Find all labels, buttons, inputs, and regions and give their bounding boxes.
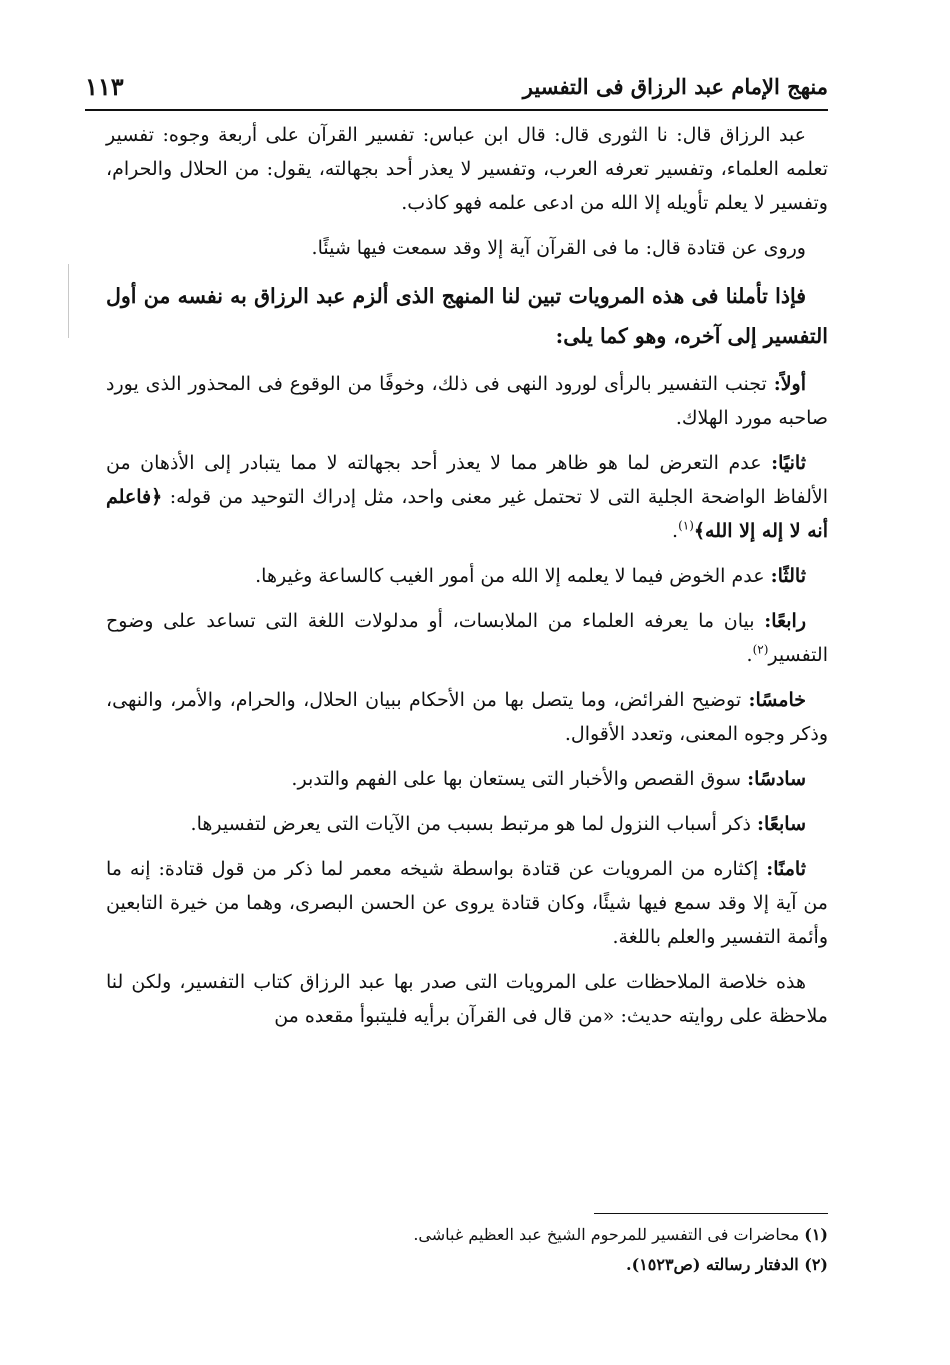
paragraph-9	[106, 762, 828, 796]
ordinal-label: رابعًا:	[764, 610, 806, 632]
paragraph-end: .	[746, 644, 753, 666]
paragraph-text: توضيح الفرائض، وما يتصل بها من الأحكام ببيان الحلال، والحرام، والأمر، والنهى، وذكر وجوه المعنى، وتعدد الأقوال.	[106, 689, 828, 745]
footnotes	[106, 1220, 828, 1280]
ordinal-label: سابعًا:	[757, 813, 806, 835]
paragraph-end: .	[672, 520, 679, 542]
body-text	[106, 118, 828, 1044]
paragraph-3: فإذا تأملنا فى هذه المرويات تبين لنا المنهج الذى ألزم عبد الرزاق به نفسه من أول التفسير إلى آخره، وهو كما يلى:	[106, 284, 828, 348]
paragraph-text: بيان ما يعرفه العلماء من الملابسات، أو مدلولات اللغة التى تساعد على وضوح التفسير	[106, 610, 828, 666]
paragraph-text: تجنب التفسير بالرأى لورود النهى فى ذلك، وخوفًا من الوقوع فى المحذور الذى يورد صاحبه مورد الهلاك.	[106, 373, 828, 429]
paragraph-text: عدم التعرض لما هو ظاهر مما لا يعذر أحد بجهالته لا مما يتبادر إلى الأذهان من الألفاظ الواضحة الجلية التى لا تحتمل غير معنى واحد، مثل إدراك التوحيد من قوله:	[106, 452, 828, 508]
paragraph-text: ذكر أسباب النزول لما هو مرتبط بسبب من الآيات التى يعرض لتفسيرها.	[190, 813, 758, 835]
footnote-2	[106, 1250, 828, 1280]
paragraph-7	[106, 604, 828, 672]
footnote-text: محاضرات فى التفسير للمرحوم الشيخ عبد العظيم غباشى.	[413, 1225, 805, 1244]
paragraph-text: إكثاره من المرويات عن قتادة بواسطة شيخه معمر لما ذكر من قول قتادة: إنه ما من آية إلا وقد سمع فيها شيئًا، وكان قتادة يروى عن الحسن البصرى، وهما من خيرة التابعين وأئمة التفسير والعلم باللغة.	[106, 858, 828, 948]
ordinal-label: خامسًا:	[748, 689, 806, 711]
paragraph-8	[106, 683, 828, 751]
footnote-rule	[594, 1213, 828, 1214]
footnote-text: الدفتار رسالته (ص١٥٢٣).	[626, 1255, 805, 1274]
ordinal-label: ثالثًا:	[770, 565, 806, 587]
page-number: ١١٣	[85, 72, 124, 101]
header-title: منهج الإمام عبد الرزاق فى التفسير	[522, 74, 828, 99]
paragraph-text: سوق القصص والأخبار التى يستعان بها على الفهم والتدبر.	[291, 768, 748, 790]
quran-quote: ﴿فاعلم أنه لا إله إلا الله﴾	[106, 486, 828, 542]
ordinal-label: ثانيًا:	[771, 452, 806, 474]
paragraph-4	[106, 367, 828, 435]
margin-mark	[68, 264, 69, 338]
footnote-ref: (٢)	[752, 642, 769, 657]
header-rule	[85, 109, 828, 111]
paragraph-5	[106, 446, 828, 548]
footnote-1	[106, 1220, 828, 1250]
footnote-number: (٢)	[804, 1255, 828, 1274]
ordinal-label: أولاً:	[773, 373, 806, 395]
ordinal-label: سادسًا:	[747, 768, 806, 790]
paragraph-6	[106, 559, 828, 593]
paragraph-12: هذه خلاصة الملاحظات على المرويات التى صدر بها عبد الرزاق كتاب التفسير، ولكن لنا ملاحظة على روايته حديث: «من قال فى القرآن برأيه فليتبوأ مقعده من	[106, 971, 828, 1027]
footnote-ref: (١)	[678, 518, 694, 533]
ordinal-label: ثامنًا:	[766, 858, 806, 880]
paragraph-11	[106, 852, 828, 954]
paragraph-10	[106, 807, 828, 841]
footnote-number: (١)	[804, 1225, 828, 1244]
paragraph-1: عبد الرزاق قال: نا الثورى قال: قال ابن عباس: تفسير القرآن على أربعة وجوه: تفسير تعلمه العلماء، وتفسير تعرفه العرب، وتفسير لا يعذر أحد بجهالته، يقول: من الحلال والحرام، وتفسير لا يعلم تأويله إلا الله من ادعى علمه فهو كاذب.	[106, 124, 828, 214]
paragraph-text: عدم الخوض فيما لا يعلمه إلا الله من أمور الغيب كالساعة وغيرها.	[255, 565, 771, 587]
paragraph-2: وروى عن قتادة قال: ما فى القرآن آية إلا وقد سمعت فيها شيئًا.	[311, 237, 806, 259]
running-header	[85, 66, 828, 110]
